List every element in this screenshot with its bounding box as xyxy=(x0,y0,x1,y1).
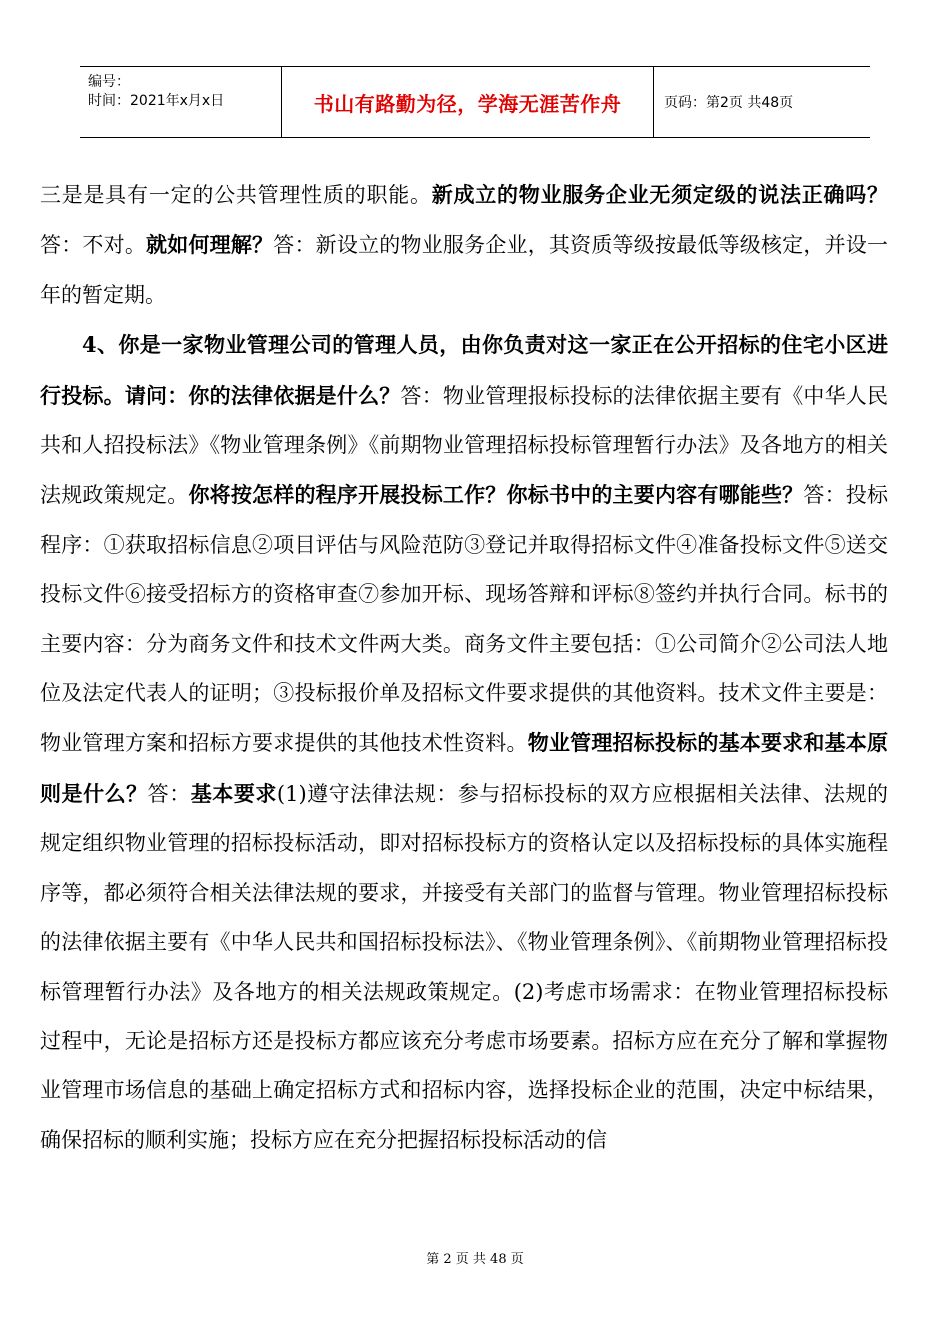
text-run: 答：新设立的物业服务企业，其资质等级按最低等级核定，并设一年的暂定期。 xyxy=(40,233,889,307)
bold-text-run: 新成立的物业服务企业无须定级的说法正确吗？ xyxy=(431,182,889,207)
text-run: 答： xyxy=(147,781,191,806)
header-motto: 书山有路勤为径，学海无涯苦作舟 xyxy=(282,67,654,137)
number-label: 编号： xyxy=(88,74,130,90)
bold-text-run: 你将按怎样的程序开展投标工作？你标书中的主要内容有哪能些？ xyxy=(188,482,804,508)
header-page-label: 页码：第2页 共48页 xyxy=(664,95,794,111)
page-header xyxy=(80,66,870,138)
text-run: 答：不对。 xyxy=(40,233,147,258)
document-body xyxy=(40,170,888,1165)
bold-text-run: 基本要求 xyxy=(190,780,277,806)
text-run: (1)遵守法律法规：参与招标投标的双方应根据相关法律、法规的规定组织物业管理的招标投标活动，即对招标投标方的资格认定以及招标投标的具体实施程序等，都必须符合相关法律法规的要求，并接受有关部门的监督与管理。物业管理招标投标的法律依据主要有《中华人民共和国招标投标法》、《物业管理条例》、《前期物业管理招标投标管理暂行办法》及各地方的相关法规政策规定。(2)考虑市场需求：在物业管理招标投标过程中，无论是招标方还是投标方都应该充分考虑市场要素。招标方应在充分了解和掌握物业管理市场信息的基础上确定招标方式和招标内容，选择投标企业的范围，决定中标结果，确保招标的顺利实施；投标方应在充分把握招标投标活动的信 xyxy=(40,781,889,1152)
paragraph xyxy=(40,320,888,1165)
bold-text-run: 就如何理解？ xyxy=(146,232,274,258)
text-run: 答：投标程序：①获取招标信息②项目评估与风险范防③登记并取得招标文件④准备投标文件⑤送交投标文件⑥接受招标方的资格审查⑦参加开标、现场答辩和评标⑧签约并执行合同。标书的主要内容：分为商务文件和技术文件两大类。商务文件主要包括：①公司简介②公司法人地位及法定代表人的证明；③投标报价单及招标文件要求提供的其他资料。技术文件主要是：物业管理方案和招标方要求提供的其他技术性资料。 xyxy=(40,483,889,756)
page-footer: 第 2 页 共 48 页 xyxy=(426,1252,524,1267)
text-run: 答：物业管理报标投标的法律依据主要有《中华人民共和人招投标法》《物业管理条例》《前期物业管理招标投标管理暂行办法》及各地方的相关法规政策规定。 xyxy=(40,383,889,508)
bold-text-run: 4、你是一家物业管理公司的管理人员，由你负责对这一家正在公开招标的住宅小区进行投标。请问：你的法律依据是什么？ xyxy=(40,332,888,408)
time-label: 时间：2021年x月x日 xyxy=(88,93,225,109)
paragraph xyxy=(40,170,888,320)
bold-text-run: 物业管理招标投标的基本要求和基本原则是什么？ xyxy=(40,730,888,806)
header-meta xyxy=(80,67,282,137)
text-run: 三是是具有一定的公共管理性质的职能。 xyxy=(40,183,432,207)
